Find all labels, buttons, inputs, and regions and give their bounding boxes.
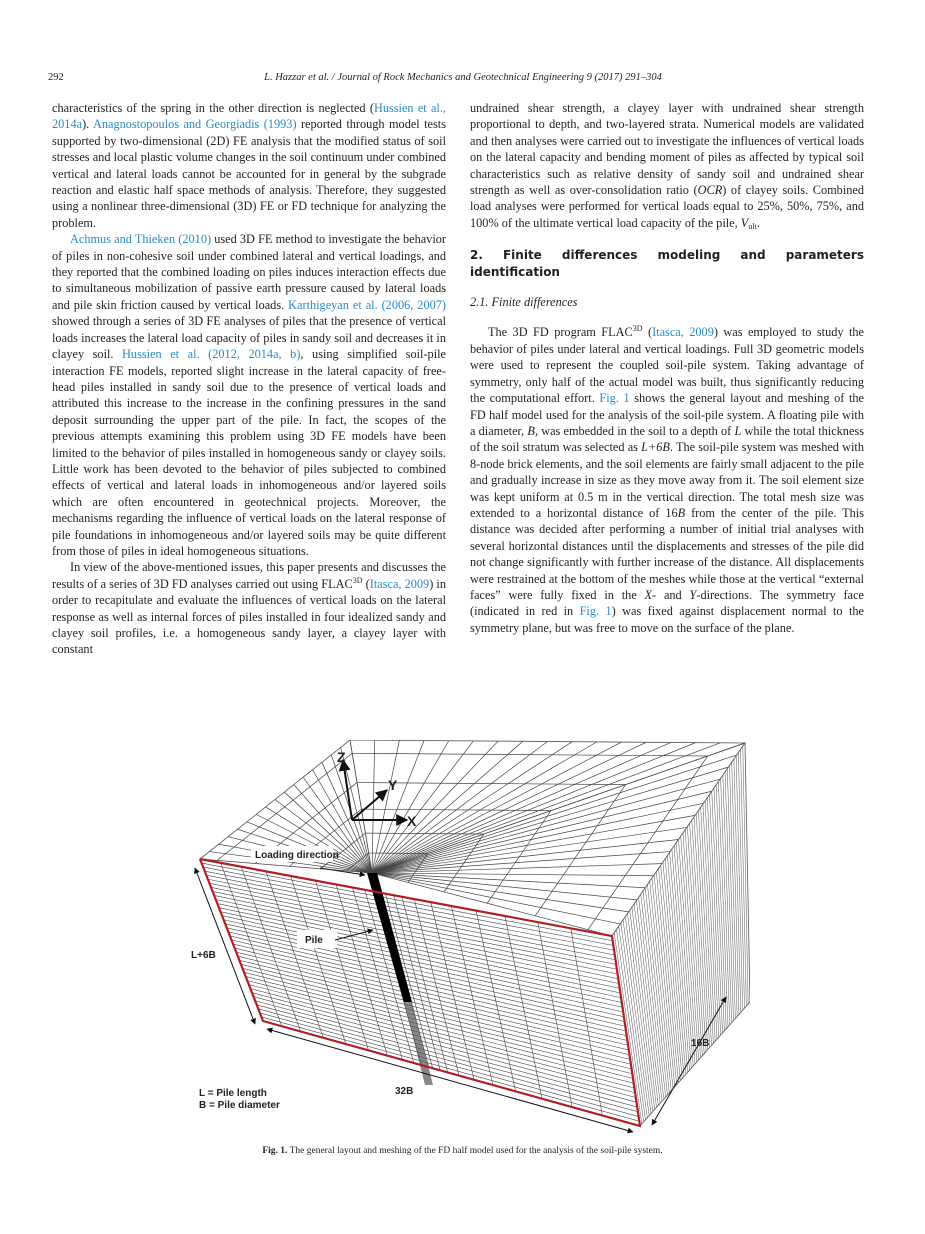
z-axis-label: Z xyxy=(337,749,346,765)
caption-text: The general layout and meshing of the FD half model used for the analysis of the soil-pile system. xyxy=(287,1146,663,1156)
caption-label: Fig. 1. xyxy=(262,1146,288,1156)
subsection-title: 2.1. Finite differences xyxy=(470,295,578,310)
text: characteristics of the spring in the other direction is neglected ( xyxy=(52,101,374,115)
subscript: ult xyxy=(748,221,757,231)
text: X xyxy=(644,587,653,602)
paragraph xyxy=(52,231,446,559)
text: ) was employed to study the behavior of piles under lateral and vertical loadings. Full 3D geometric models were used to represent the coupled soil-pile system. Taking advantage of symmetry, only half of the actual model was built, thus significantly reducing the computational effort. xyxy=(470,325,864,406)
text: used 3D FE method to investigate the behavior of piles in non-cohesive soil under combined lateral and vertical loadings, and they reported that the combined loading on piles induces interaction effects due to simultaneous mobilization of passive earth pressure caused by lateral loads and pile skin friction caused by vertical loads. xyxy=(52,232,446,312)
superscript: 3D xyxy=(352,575,363,585)
paragraph xyxy=(52,559,446,657)
text: from the center of the pile. This distance was decided after performing a number of initial trial analyses with several horizontal distances until the displacements and stresses of the pile did not change significantly with further increase of the distance. All displacements were restrained at the bottom of the meshes while those at the vertical “external faces” were fully fixed in the xyxy=(470,505,864,602)
loading-direction-label: Loading direction xyxy=(255,850,339,861)
citation-link[interactable]: Anagnostopoulos and Georgiadis (1993) xyxy=(92,117,297,132)
y-axis-label: Y xyxy=(388,777,398,793)
text: ( xyxy=(642,325,653,340)
text: shows the general layout and meshing of the FD half model used for the analysis of the soil-pile system. A floating pile with a diameter, xyxy=(470,391,864,438)
page-number: 292 xyxy=(48,72,64,83)
text: V xyxy=(740,215,749,230)
text: L xyxy=(734,423,742,438)
figure-link[interactable]: Fig. 1 xyxy=(579,604,612,619)
text: , was embedded in the soil to a depth of xyxy=(534,423,735,438)
x-axis-label: X xyxy=(407,813,417,829)
text: ( xyxy=(362,576,370,591)
page-header xyxy=(48,72,878,88)
superscript: 3D xyxy=(632,324,643,334)
citation-link[interactable]: Achmus and Thieken (2010) xyxy=(70,232,212,247)
paragraph xyxy=(470,100,864,231)
figure-caption xyxy=(0,1146,925,1156)
text: OCR xyxy=(697,183,723,198)
citation-link[interactable]: Hussien et al. (2012, 2014a, b) xyxy=(122,347,301,362)
paragraph xyxy=(52,100,446,231)
left-column xyxy=(52,100,446,658)
figure-1 xyxy=(185,740,750,1135)
text: In view of the above-mentioned issues, this paper presents and discusses the results of a series of 3D FD analyses carried out using FLAC xyxy=(52,560,446,591)
text: ) in order to recapitulate and evaluate the influences of vertical loads on the lateral response as well as internal forces of piles installed in four idealized sandy and clayey soil profiles, i.e. a homogeneous sandy layer, a clayey layer with constant xyxy=(52,576,446,657)
text: , using simplified soil-pile interaction FE models, reported slight increase in the lateral capacity of free-head piles installed in sandy soil due to the presence of vertical loads and attributed this increase to the increase in the confining pressures in the sand deposit surrounding the upper part of the pile. In fact, the scopes of the previous attempts examining this problem using 3D FE models have been limited to the behavior of piles installed in homogeneous sandy or clayey soils. Little work has been devoted to the behavior of piles subjected to combined effects of vertical and lateral loads in inhomogeneous and/or layered soils which are often encountered in geotechnical projects. Moreover, the mechanisms regarding the influence of vertical loads on the lateral response of pile foundations in inhomogeneous and/or layered soils may be quite different from those of piles in ideal homogeneous situations. xyxy=(52,347,446,558)
text: undrained shear strength, a clayey layer with undrained shear strength proportional to depth, and two-layered strata. Numerical models are validated and then analyses were carried out to investigate the influences of vertical loads on the lateral capacity and bending moment of piles as affected by typical soil characteristics such as relative density of sandy soil and undrained shear strength as well as over-consolidation ratio ( xyxy=(470,101,864,198)
citation-link[interactable]: Hussien et al., 2014a xyxy=(52,101,447,132)
text: The 3D FD program FLAC xyxy=(488,325,633,340)
citation-link[interactable]: Itasca, 2009 xyxy=(369,576,430,591)
running-head: L. Hazzar et al. / Journal of Rock Mechanics and Geotechnical Engineering 9 (2017) 291–304 xyxy=(264,72,662,83)
text: ) of clayey soils. Combined load analyses were performed for vertical loads equal to 25%, 50%, 75%, and 100% of the ultimate vertical load capacity of the pile, xyxy=(470,183,864,230)
legend-pile-diameter: B = Pile diameter xyxy=(199,1100,280,1111)
paragraph xyxy=(470,324,864,636)
figure-link[interactable]: Fig. 1 xyxy=(599,391,630,406)
text: ). xyxy=(82,117,93,132)
text: Y xyxy=(689,587,697,602)
text: B xyxy=(677,505,686,520)
text: while the total thickness of the soil stratum was selected as xyxy=(470,423,864,455)
width-dimension-label: 16B xyxy=(691,1038,710,1049)
text: B xyxy=(527,423,535,438)
text: ) was fixed against displacement normal to the symmetry plane, but was free to move on the surface of the plane. xyxy=(470,604,864,635)
text: showed through a series of 3D FE analyses of piles that the presence of vertical loads increases the lateral load capacity of piles in sandy soil and decreases it in clayey soil. xyxy=(52,314,446,362)
right-column xyxy=(470,100,864,636)
text: . xyxy=(756,215,760,230)
text: - and xyxy=(652,587,690,602)
section-title: 2. Finite differences modeling and parameters identification xyxy=(470,248,864,279)
mesh-diagram xyxy=(185,740,750,1135)
text: L+6B xyxy=(641,440,670,455)
pile-label: Pile xyxy=(305,935,323,946)
citation-link[interactable]: Karthigeyan et al. (2006, 2007) xyxy=(288,297,446,312)
height-dimension-label: L+6B xyxy=(191,950,216,961)
legend-pile-length: L = Pile length xyxy=(199,1088,267,1099)
length-dimension-label: 32B xyxy=(395,1086,414,1097)
citation-link[interactable]: Itasca, 2009 xyxy=(652,325,714,340)
text: reported through model tests supported by two-dimensional (2D) FE analysis that the modified status of soil stresses and local plastic volume changes in the soil continuum under combined vertical and lateral loads cannot be accounted for in general by the subgrade reaction and elastic half space methods of analysis. Therefore, they suggested using a nonlinear three-dimensional (3D) FE or FD technique for analyzing the problem. xyxy=(52,117,446,230)
text: . The soil-pile system was meshed with 8-node brick elements, and the soil elements are fairly small adjacent to the pile and gradually increase in size as they move away from it. The soil element size was kept uniform at 0.5 m in the vertical direction. The total mesh size was extended to a horizontal distance of 16 xyxy=(470,440,864,520)
text: -directions. The symmetry face (indicated in red in xyxy=(470,587,864,619)
